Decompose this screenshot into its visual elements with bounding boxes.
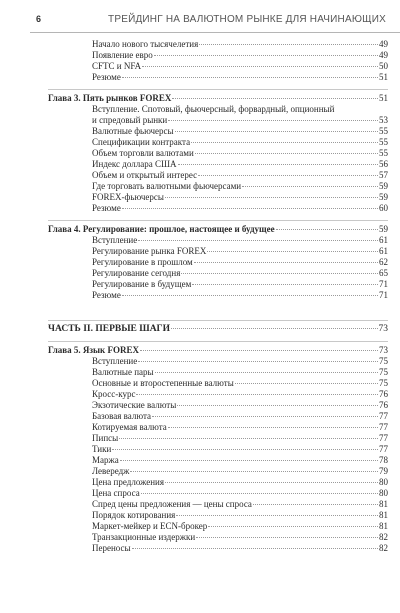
toc-item[interactable] <box>48 39 388 50</box>
toc-item[interactable] <box>48 126 388 137</box>
toc-item-page: 61 <box>379 246 388 256</box>
toc-item-title: Основные и второстепенные валюты <box>92 378 234 388</box>
toc-item-title: Порядок котирования <box>92 510 176 520</box>
toc-item-title: Вступление <box>92 356 138 366</box>
toc-item-page: 56 <box>379 159 388 169</box>
toc-item[interactable] <box>48 203 388 214</box>
chapter-title: Глава 3. Пять рынков FOREX <box>48 93 172 103</box>
toc-item-page: 60 <box>379 203 388 213</box>
part-page: 73 <box>378 324 388 334</box>
toc-item[interactable] <box>48 148 388 159</box>
part-divider <box>48 320 388 321</box>
toc-item[interactable] <box>48 477 388 488</box>
toc-item[interactable] <box>48 444 388 455</box>
toc-chapter-5[interactable] <box>48 345 388 356</box>
toc-chapter-3[interactable] <box>48 93 388 104</box>
toc-chapter-4[interactable] <box>48 224 388 235</box>
toc-item[interactable] <box>48 466 388 477</box>
toc-item[interactable] <box>48 356 388 367</box>
toc-item-title: Базовая валюта <box>92 411 152 421</box>
toc-item-title: Маркет-мейкер и ECN-брокер <box>92 521 208 531</box>
toc-item-title: Начало нового тысячелетия <box>92 39 199 49</box>
toc-item-title: Спецификации контракта <box>92 137 191 147</box>
toc-item[interactable] <box>48 50 388 61</box>
toc-item[interactable] <box>48 246 388 257</box>
toc-item-title: Пипсы <box>92 433 119 443</box>
toc-item[interactable] <box>48 279 388 290</box>
toc-item-title: Валютные пары <box>92 367 154 377</box>
toc-item-title: Регулирование в будущем <box>92 279 192 289</box>
toc-item-title: CFTC и NFA <box>92 61 142 71</box>
toc-item-page: 51 <box>379 72 388 82</box>
toc-item-title: Регулирование рынка FOREX <box>92 246 207 256</box>
toc-item-title: Где торговать валютными фьючерсами <box>92 181 242 191</box>
toc-item[interactable] <box>48 61 388 72</box>
toc-item-title: Вступление <box>92 235 138 245</box>
toc-item-title: Валютные фьючерсы <box>92 126 174 136</box>
toc-item[interactable] <box>48 411 388 422</box>
toc-item-page: 71 <box>379 279 388 289</box>
toc-block-ch2-tail <box>48 39 388 83</box>
toc-item-title: Переносы <box>92 543 131 553</box>
toc-item-page: 77 <box>379 422 388 432</box>
toc-item[interactable] <box>48 257 388 268</box>
toc-item[interactable] <box>48 510 388 521</box>
toc-item-title: Транзакционные издержки <box>92 532 196 542</box>
toc-item-page: 76 <box>379 400 388 410</box>
toc-item-title: Объем торговли валютами <box>92 148 194 158</box>
toc-item[interactable] <box>48 192 388 203</box>
toc-item-page: 81 <box>379 510 388 520</box>
toc-item[interactable] <box>48 422 388 433</box>
part-title: ЧАСТЬ II. ПЕРВЫЕ ШАГИ <box>48 324 170 334</box>
toc-item-page: 62 <box>379 257 388 267</box>
toc-item-wrap-line[interactable]: Вступление. Спотовый, фьючерсный, форвардный, опционный <box>92 104 335 114</box>
page-number: 6 <box>36 14 42 24</box>
toc-item[interactable] <box>48 170 388 181</box>
toc-item[interactable] <box>48 400 388 411</box>
toc-item-title: Маржа <box>92 455 119 465</box>
toc-item-page: 71 <box>379 290 388 300</box>
toc-item-page: 77 <box>379 433 388 443</box>
toc-item-title: Цена спроса <box>92 488 140 498</box>
toc-chapter-4-items <box>48 235 388 301</box>
toc-item-page: 59 <box>379 192 388 202</box>
chapter-page: 59 <box>379 224 388 234</box>
toc-item-title: Левередж <box>92 466 130 476</box>
toc-item[interactable] <box>48 181 388 192</box>
chapter-title: Глава 5. Язык FOREX <box>48 345 139 355</box>
toc-item[interactable] <box>48 235 388 246</box>
toc-item-page: 81 <box>379 499 388 509</box>
toc-item-page: 82 <box>379 543 388 553</box>
toc-item-title: Резюме <box>92 203 121 213</box>
toc-item[interactable] <box>48 543 388 554</box>
running-title: ТРЕЙДИНГ НА ВАЛЮТНОМ РЫНКЕ ДЛЯ НАЧИНАЮЩИХ <box>108 14 386 25</box>
toc-item-title: Резюме <box>92 290 121 300</box>
toc-item-page: 75 <box>379 356 388 366</box>
toc-item-page: 49 <box>379 50 388 60</box>
toc-item-title: Тики <box>92 444 112 454</box>
toc-part-2[interactable] <box>48 324 388 335</box>
toc-item-page: 61 <box>379 235 388 245</box>
toc-item[interactable] <box>48 378 388 389</box>
toc-item-title: Индекс доллара США <box>92 159 177 169</box>
chapter-divider <box>48 89 388 90</box>
toc-item-title: Регулирование в прошлом <box>92 257 193 267</box>
toc-item[interactable] <box>48 499 388 510</box>
toc-item[interactable] <box>48 389 388 400</box>
toc-item-title: Регулирование сегодня <box>92 268 181 278</box>
toc-item-page: 75 <box>379 367 388 377</box>
toc-item-title: Появление евро <box>92 50 153 60</box>
chapter-page: 51 <box>379 93 388 103</box>
toc-item[interactable] <box>48 367 388 378</box>
toc-item-page: 55 <box>379 137 388 147</box>
toc-item-page: 50 <box>379 61 388 71</box>
header-rule <box>30 32 400 33</box>
toc-item[interactable]: и спредовый рынки 53 <box>92 115 388 125</box>
toc-item[interactable] <box>48 268 388 279</box>
toc-item-title: Резюме <box>92 72 121 82</box>
toc-item-title: FOREX-фьючерсы <box>92 192 164 202</box>
toc-item-page: 82 <box>379 532 388 542</box>
toc-item-page: 79 <box>379 466 388 476</box>
toc-item-title: Спред цены предложения — цены спроса <box>92 499 252 509</box>
toc-item-page: 78 <box>379 455 388 465</box>
chapter-page: 73 <box>379 345 388 355</box>
toc-item[interactable] <box>48 137 388 148</box>
toc-item[interactable] <box>48 532 388 543</box>
toc-item-page: 77 <box>379 444 388 454</box>
toc-item[interactable] <box>48 488 388 499</box>
toc-item-page: 76 <box>379 389 388 399</box>
chapter-title: Глава 4. Регулирование: прошлое, настоящее и будущее <box>48 224 275 234</box>
chapter-divider <box>48 220 388 221</box>
toc-item-page: 59 <box>379 181 388 191</box>
toc-item-page: 81 <box>379 521 388 531</box>
toc-item[interactable] <box>48 433 388 444</box>
toc-item-page: 57 <box>379 170 388 180</box>
toc-item-page: 77 <box>379 411 388 421</box>
toc-item-page: 55 <box>379 126 388 136</box>
toc-item-title: Цена предложения <box>92 477 164 487</box>
toc-item-title: Объем и открытый интерес <box>92 170 198 180</box>
page-header <box>0 0 400 34</box>
table-of-contents <box>48 39 388 554</box>
toc-item-page: 80 <box>379 477 388 487</box>
toc-item[interactable] <box>48 72 388 83</box>
chapter-divider <box>48 341 388 342</box>
toc-item-title: Экзотические валюты <box>92 400 177 410</box>
toc-item[interactable] <box>48 455 388 466</box>
toc-item[interactable] <box>48 290 388 301</box>
toc-item-page: 75 <box>379 378 388 388</box>
toc-item-page: 80 <box>379 488 388 498</box>
toc-item[interactable] <box>48 159 388 170</box>
toc-item-title: Котируемая валюта <box>92 422 167 432</box>
toc-item-page: 49 <box>379 39 388 49</box>
toc-item-page: 65 <box>379 268 388 278</box>
toc-chapter-3-items <box>48 126 388 214</box>
toc-item[interactable] <box>48 521 388 532</box>
toc-item-page: 55 <box>379 148 388 158</box>
toc-item-title: Кросс-курс <box>92 389 136 399</box>
toc-chapter-5-items <box>48 356 388 554</box>
